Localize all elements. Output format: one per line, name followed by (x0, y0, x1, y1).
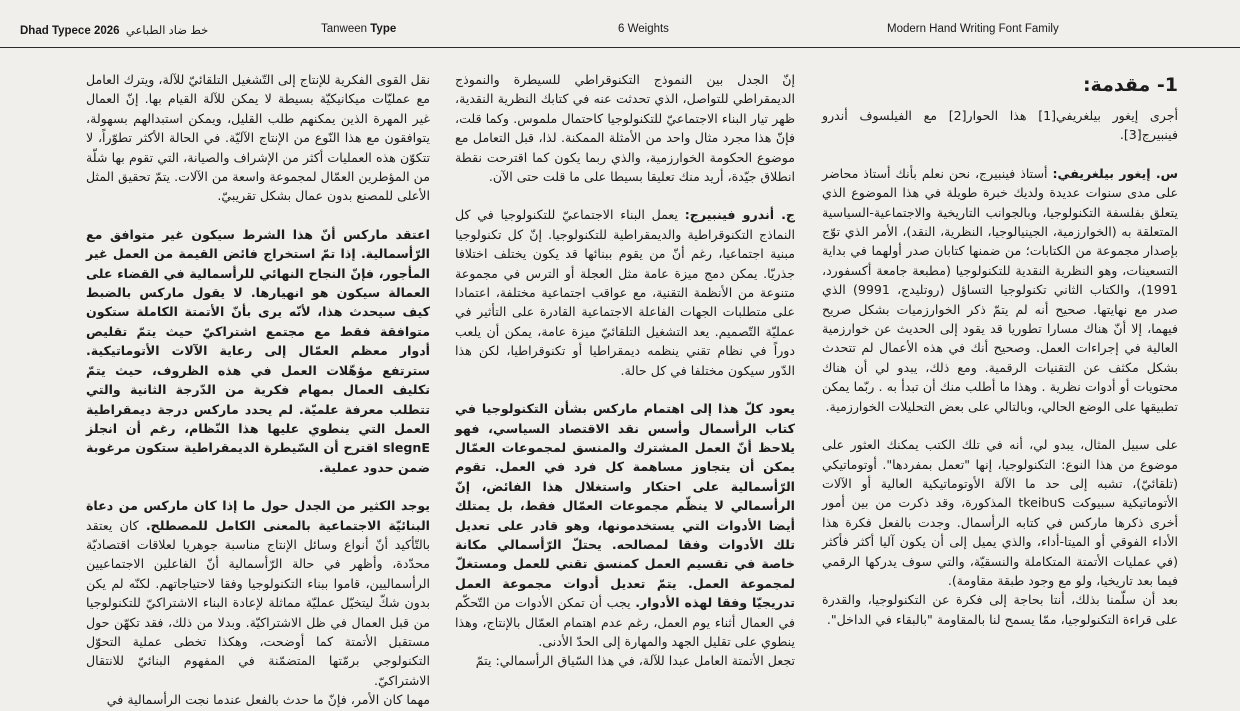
paragraph: مهما كان الأمر، فإنّ ما حدث بالفعل عندما نجت الرأسمالية في (106, 692, 430, 708)
paragraph: بعد أن سلّمنا بذلك، أنتا بحاجة إلى فكرة عن التكنولوجيا، والقدرة على قراءة التكنولوجيا، ممّا يسمح لنا بالمقاومة "بالبقاء في الداخل". (822, 592, 1178, 627)
question-paragraph: س. إيغور بيلغريفي: أستاذ فينبيرج، نحن نعلم بأنك أستاذ محاضر على مدى سنوات عديدة ولديك خبرة طويلة في هذا الموضوع الذي يتعلق بفلسفة التكنولوجيا، وبالجوانب التاريخية والاجتماعية-السياسية المتعلقة به (الخوارزمية، الجينيالوجيا، النظرية، النقد)، الأمر الذي توّج بإصدار مجموعة من الكتابات؛ من ضمنها كتابان صدر أولهما في بداية التسعينات، وهو النظرية النقدية للتكنولوجيا (مطبعة جامعة أكسفورد، 1991)، والكتاب الثاني تكنولوجيا التساؤل (روتليدج، 9991) الذي صدر مع نهايتها. صحيح أنه لم يتمّ ذكر الخوارزميات بشكل صريح فيهما، إلا أنّ هناك مسارا تطوريا قد يقود إلى الحديث عن خوارزمية العالية في إجراءات العمل. وصحيح أنك في هذه الأعمال لم تتحدث بشكل مكثف عن التقنيات الرقمية. ومع ذلك، يبدو لي أن هناك محتويات أو أدوات نظرية . وهذا ما أطلب منك أن تبدأ به . ربّما يمكن تطبيقها على الوضع الحالي، وبالتالي على بعض التحليلات الخوارزمية. (822, 165, 1178, 414)
intro-paragraph: أجرى إيغور بيلغريفي[1] هذا الحوار[2] مع الفيلسوف أندرو فينبيرج[3]. (822, 108, 1178, 143)
answer-paragraph: ج. أندرو فينبيرج: يعمل البناء الاجتماعيّ للتكنولوجيا في كل النماذج التكنوقراطية والديمقراطية للتكنولوجيا. إنّ كل تكنولوجيا مبنية اجتماعيا، رغم أنّ من يقوم ببنائها قد يكون يختلف اختلافا جذريّا. يمكن دمج ميزة عامة مثل العجلة أو الترس في مجموعة متنوعة من الأنظمة التقنية، مع عواقب اجتماعية مختلفة، اعتمادا على متطلبات الجهات الفاعلة الاجتماعية القادرة على التأثير في عمليّة التّصميم. يعد التشغيل التلقائيّ ميزة عامة، يمكن أن يلعب دوراً في نظام تقني ينظمه ديمقراطيا أو تكنوقراطيا، لكن هذا الدّور سيكون مختلفا في كل حالة. (455, 207, 795, 378)
family-label: Modern Hand Writing Font Family (887, 23, 1059, 35)
paragraph: تجعل الأتمتة العامل عبدا للآلة، في هذا السّياق الرأسمالي: يتمّ (475, 653, 795, 669)
weights-label: 6 Weights (618, 23, 669, 35)
paragraph: على سبيل المثال، يبدو لي، أنه في تلك الكتب يمكنك العثور على موضوع من هذا النوع: التكنولوجيا، إنها "تعمل بمفردها". أوتوماتيكي (تلقائيّ)، تشبه إلى حد ما الآلة الأوتوماتيكية العالية أو الآلات الأتوماتيكية سبيوكت tkeibuS المذكورة، وقد ذكرت من بين أمور أخرى ذكرها ماركس في كتابه الرأسمال. وجدت بالفعل فكرة هذا الأداء الفوقي أو الميتا-أداء، والذي يميل إلى أن يكون آليا أكثر فأكثر (في عمليات الأتمتة المتكاملة والنسقيّة، والتي سوف يدركها الرقمي فيما بعد تاريخيا، ولو مع وجود طبقة مقاومة). (822, 437, 1178, 588)
speaker-label: ج. أندرو فينبيرج: (684, 207, 795, 223)
column-right (822, 70, 1178, 629)
type-label: Tanween Type (321, 23, 397, 35)
paragraph: يوجد الكثير من الجدل حول ما إذا كان ماركس من دعاة البنائيّة الاجتماعية بالمعنى الكامل للمصطلح. كان يعتقد بالتّأكيد أنّ أنواع وسائل الإنتاج مناسبة جوهريا لعلاقات اقتصاديّة محدّدة، وأظهر في حالة الرّأسمالية أنّ الفاعلين الاجتماعيين الرأسماليين، قاموا ببناء التكنولوجيا وفقا لاحتياجاتهم. لكنّه لم يكن بدون شكّ ليتخيّل عمليّة مماثلة لإعادة البناء الاشتراكيّ للتكنولوجيا من قبل العمال في ظل الاشتراكيّة. وبدلا من ذلك، فقد تكهّن حول مستقبل الأتمتة كما أوضحت، وهكذا تخطى عملية التحوّل التكنولوجي برمّتها المتضمّنة في المفهوم البنائيّ للانتقال الاشتراكيّ. (86, 498, 430, 688)
column-left (86, 70, 430, 710)
paragraph: يعود كلّ هذا إلى اهتمام ماركس بشأن التكنولوجيا في كتاب الرأسمال وأسس نقد الاقتصاد السياسي، فهو يلاحظ أنّ العمل المشترك والمنسق لمجموعات العمّال يمكن أن يتجاوز مساهمة كل فرد في العمل. تقوم الرّأسمالية على احتكار واستغلال هذا الفائض، إنّ الرأسمالي لا ينظّم مجموعات العمّال فقط، بل يمتلك أيضا الأدوات التي يستخدمونها، وهو قادر على تعديل تلك الأدوات وفقا لمصالحه. يحتلّ الرّأسمالي مكانة خاصة في تقسيم العمل كمنسق تقني للعمل ومستغلّ لمجموعة العمل. يتمّ تعديل أدوات مجموعة العمل تدريجيّا وفقا لهذه الأدوار. يجب أن تمكن الأدوات من التّحكّم في العمال أثناء يوم العمل، رغم عدم اهتمام العمّال بالإنتاج، وهذا ينطوي على تقليل الجهد والمهارة إلى الحدّ الأدنى. (455, 401, 795, 649)
brand-arabic: خط ضاد الطباعي (125, 25, 209, 37)
speaker-label: س. إيغور بيلغريفي: (1052, 165, 1178, 181)
column-middle (455, 70, 795, 671)
paragraph: إنّ الجدل بين النموذج التكنوقراطي للسيطرة والنموذج الديمقراطي للتواصل، الذي تحدثت عنه في كتابك النظرية النقدية، ظهر تيار البناء الاجتماعيّ للتكنولوجيا كاحتمال ملموس. وكما قلت، فإنّ هذا مجرد مثال واحد من الأمثلة الممكنة. لذا، قبل التعامل مع موضوع الحكومة الخوارزمية، والذي ربما يكون كما اقترحت نقطة انطلاق جيّدة، أريد منك تعليقا بسيطا على ما قلت حتى الآن. (455, 72, 795, 185)
paragraph: اعتقد ماركس أنّ هذا الشرط سيكون غير متوافق مع الرّأسمالية. إذا تمّ استخراج فائض القيمة من العمل غير المأجور، فإنّ النجاح النهائي للرأسمالية في القضاء على العمالة سيكون هو انهيارها. لا يقول ماركس بالضبط كيف سيحدث هذا، لأنّه يرى بأنّ الأتمتة الكاملة ستكون متوافقة فقط مع مجتمع اشتراكيّ حيث يتمّ تقليص أدوار معظم العمّال إلى رعاية الآلات الأتوماتيكية. سترتفع مؤهّلات العمل في هذه الظروف، حيث يتمّ تكليف العمال بمهام فكرية من الدّرجة الثانية والتي تتطلب معرفة علميّة. لم يحدد ماركس درجة ديمقراطية العمل التي ينطوي عليها هذا النّظام، رغم أن انجلز slegnE اقترح أن السّيطرة الديمقراطية ستكون مرغوبة ضمن حدود عملية. (86, 226, 430, 475)
paragraph: نقل القوى الفكرية للإنتاج إلى التّشغيل التلقائيّ للآلة، ويترك العامل مع عمليّات ميكانيكيّة بسيطة لا يمكن للآلة القيام بها. إنّ العمال غير المهرة الذين يمكنهم طلب القليل، ويمكن استبدالهم بسهولة، يتوافقون مع هذا النّوع من الإنتاج الآليّة. في الحالة الأكثر تطوّراً، لا تتكوّن هذه العمليات أكثر من الإشراف والصيانة، التي تقوم بها شلّة من المؤطرين العمّال لمجموعة واسعة من الآلات. يتمّ تحقيق المثل الأعلى للمصنع بدون عمال بشكل تقريبيّ. (86, 72, 430, 204)
page-header (0, 0, 1240, 48)
section-title: 1- مقدمة: (1082, 74, 1178, 96)
brand-label: Dhad Typece 2026 خط ضاد الطباعي (20, 25, 209, 37)
